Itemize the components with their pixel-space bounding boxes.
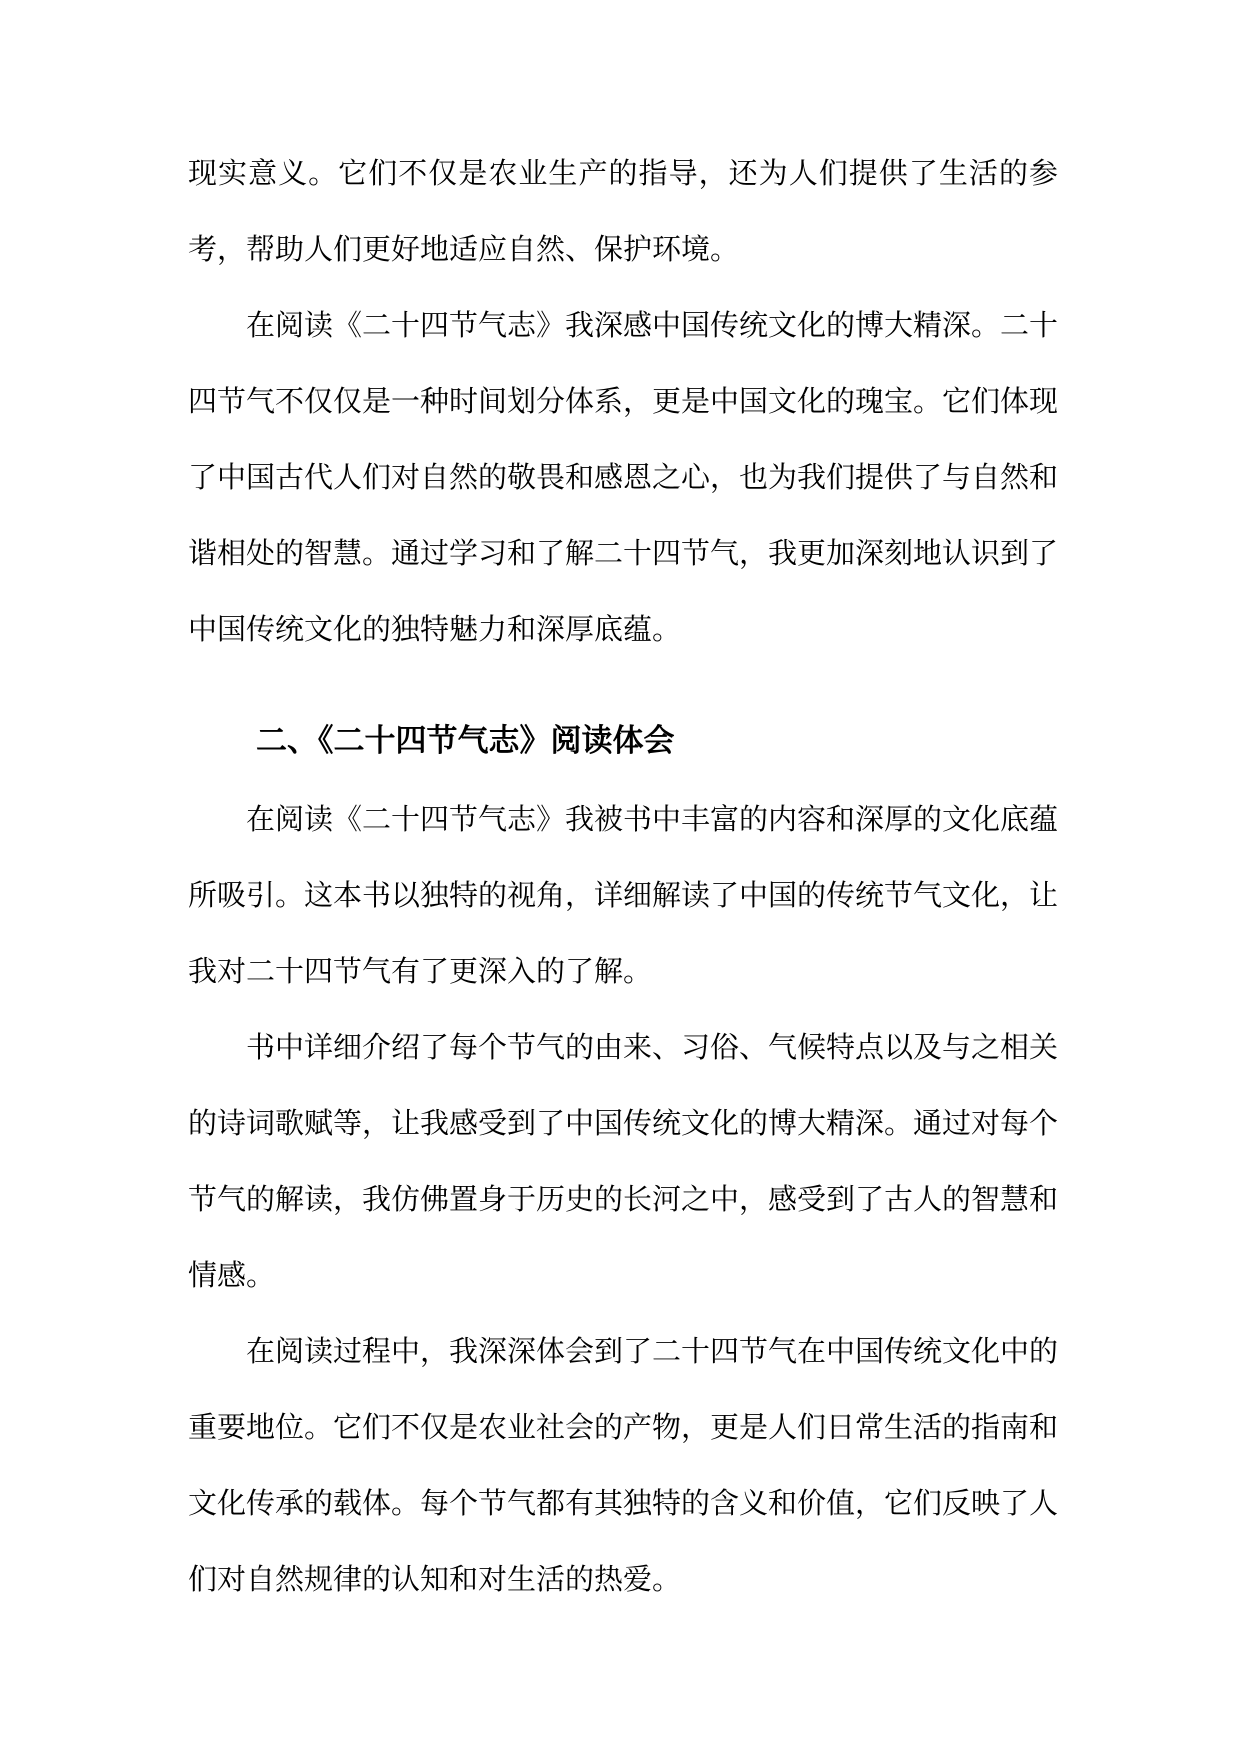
document-body [188,135,1058,1617]
paragraph: 在阅读《二十四节气志》我被书中丰富的内容和深厚的文化底蕴所吸引。这本书以独特的视角，详细解读了中国的传统节气文化，让我对二十四节气有了更深入的了解。 [188,802,1059,988]
paragraph: 在阅读过程中，我深深体会到了二十四节气在中国传统文化中的重要地位。它们不仅是农业社会的产物，更是人们日常生活的指南和文化传承的载体。每个节气都有其独特的含义和价值，它们反映了人们对自然规律的认知和对生活的热爱。 [188,1334,1059,1596]
paragraph: 书中详细介绍了每个节气的由来、习俗、气候特点以及与之相关的诗词歌赋等，让我感受到了中国传统文化的博大精深。通过对每个节气的解读，我仿佛置身于历史的长河之中，感受到了古人的智慧和情感。 [188,1030,1059,1292]
paragraph: 在阅读《二十四节气志》我深感中国传统文化的博大精深。二十四节气不仅仅是一种时间划分体系，更是中国文化的瑰宝。它们体现了中国古代人们对自然的敬畏和感恩之心，也为我们提供了与自然和谐相处的智慧。通过学习和了解二十四节气，我更加深刻地认识到了中国传统文化的独特魅力和深厚底蕴。 [188,308,1059,646]
section-heading: 二、《二十四节气志》阅读体会 [256,723,675,759]
paragraph-continued: 现实意义。它们不仅是农业生产的指导，还为人们提供了生活的参考，帮助人们更好地适应自然、保护环境。 [188,156,1058,266]
